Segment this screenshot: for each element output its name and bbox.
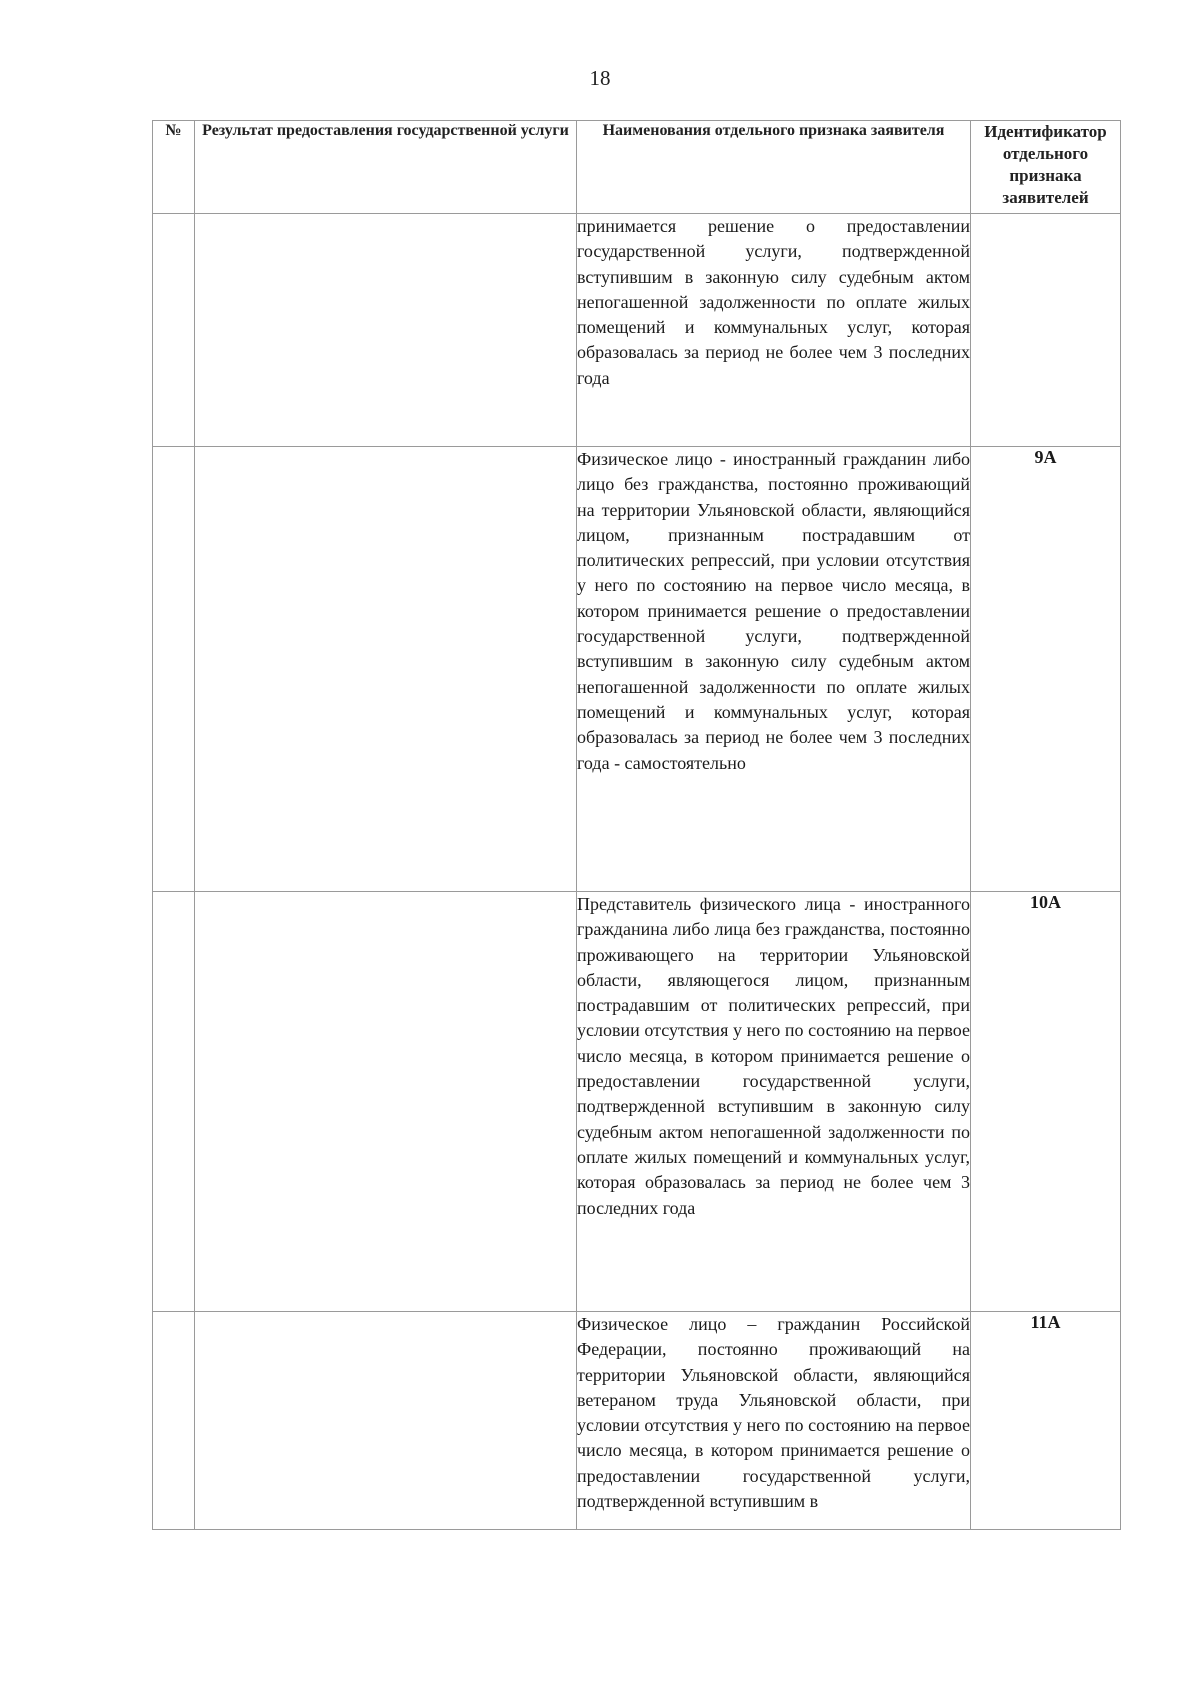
row-num-cell	[153, 447, 195, 892]
row-result-cell	[195, 892, 577, 1312]
row-result-cell	[195, 214, 577, 447]
row-name-cell: Физическое лицо – гражданин Российской Федерации, постоянно проживающий на территории Ульяновской области, являющийся ветераном труда Ульяновской области, при условии отсутствия у него по состоянию на первое число месяца, в котором принимается решение о предоставлении государственной услуги, подтвержденной вступившим в	[577, 1312, 971, 1530]
row-name-cell: Представитель физического лица - иностранного гражданина либо лица без гражданства, постоянно проживающего на территории Ульяновской области, являющегося лицом, признанным пострадавшим от политических репрессий, при условии отсутствия у него по состоянию на первое число месяца, в котором принимается решение о предоставлении государственной услуги, подтвержденной вступившим в законную силу судебным актом непогашенной задолженности по оплате жилых помещений и коммунальных услуг, которая образовалась за период не более чем 3 последних года	[577, 892, 971, 1312]
row-result-cell	[195, 447, 577, 892]
row-id-cell: 9А	[971, 447, 1121, 892]
header-result: Результат предоставления государственной услуги	[195, 121, 577, 214]
table-row	[153, 1312, 1121, 1530]
page-number: 18	[589, 66, 611, 90]
header-name: Наименования отдельного признака заявителя	[577, 121, 971, 214]
table-row	[153, 214, 1121, 447]
header-num: №	[153, 121, 195, 214]
table-row	[153, 447, 1121, 892]
row-num-cell	[153, 892, 195, 1312]
header-id: Идентификатор отдельного признака заявителей	[971, 121, 1121, 214]
row-name-cell: принимается решение о предоставлении государственной услуги, подтвержденной вступившим в законную силу судебным актом непогашенной задолженности по оплате жилых помещений и коммунальных услуг, которая образовалась за период не более чем 3 последних года	[577, 214, 971, 447]
row-id-cell: 11А	[971, 1312, 1121, 1530]
table-row	[153, 892, 1121, 1312]
row-result-cell	[195, 1312, 577, 1530]
applicant-criteria-table	[152, 120, 1121, 1530]
row-id-cell	[971, 214, 1121, 447]
row-id-cell: 10А	[971, 892, 1121, 1312]
row-num-cell	[153, 1312, 195, 1530]
row-name-cell: Физическое лицо - иностранный гражданин либо лицо без гражданства, постоянно проживающий на территории Ульяновской области, являющийся лицом, признанным пострадавшим от политических репрессий, при условии отсутствия у него по состоянию на первое число месяца, в котором принимается решение о предоставлении государственной услуги, подтвержденной вступившим в законную силу судебным актом непогашенной задолженности по оплате жилых помещений и коммунальных услуг, которая образовалась за период не более чем 3 последних года - самостоятельно	[577, 447, 971, 892]
row-num-cell	[153, 214, 195, 447]
table-header-row	[153, 121, 1121, 214]
